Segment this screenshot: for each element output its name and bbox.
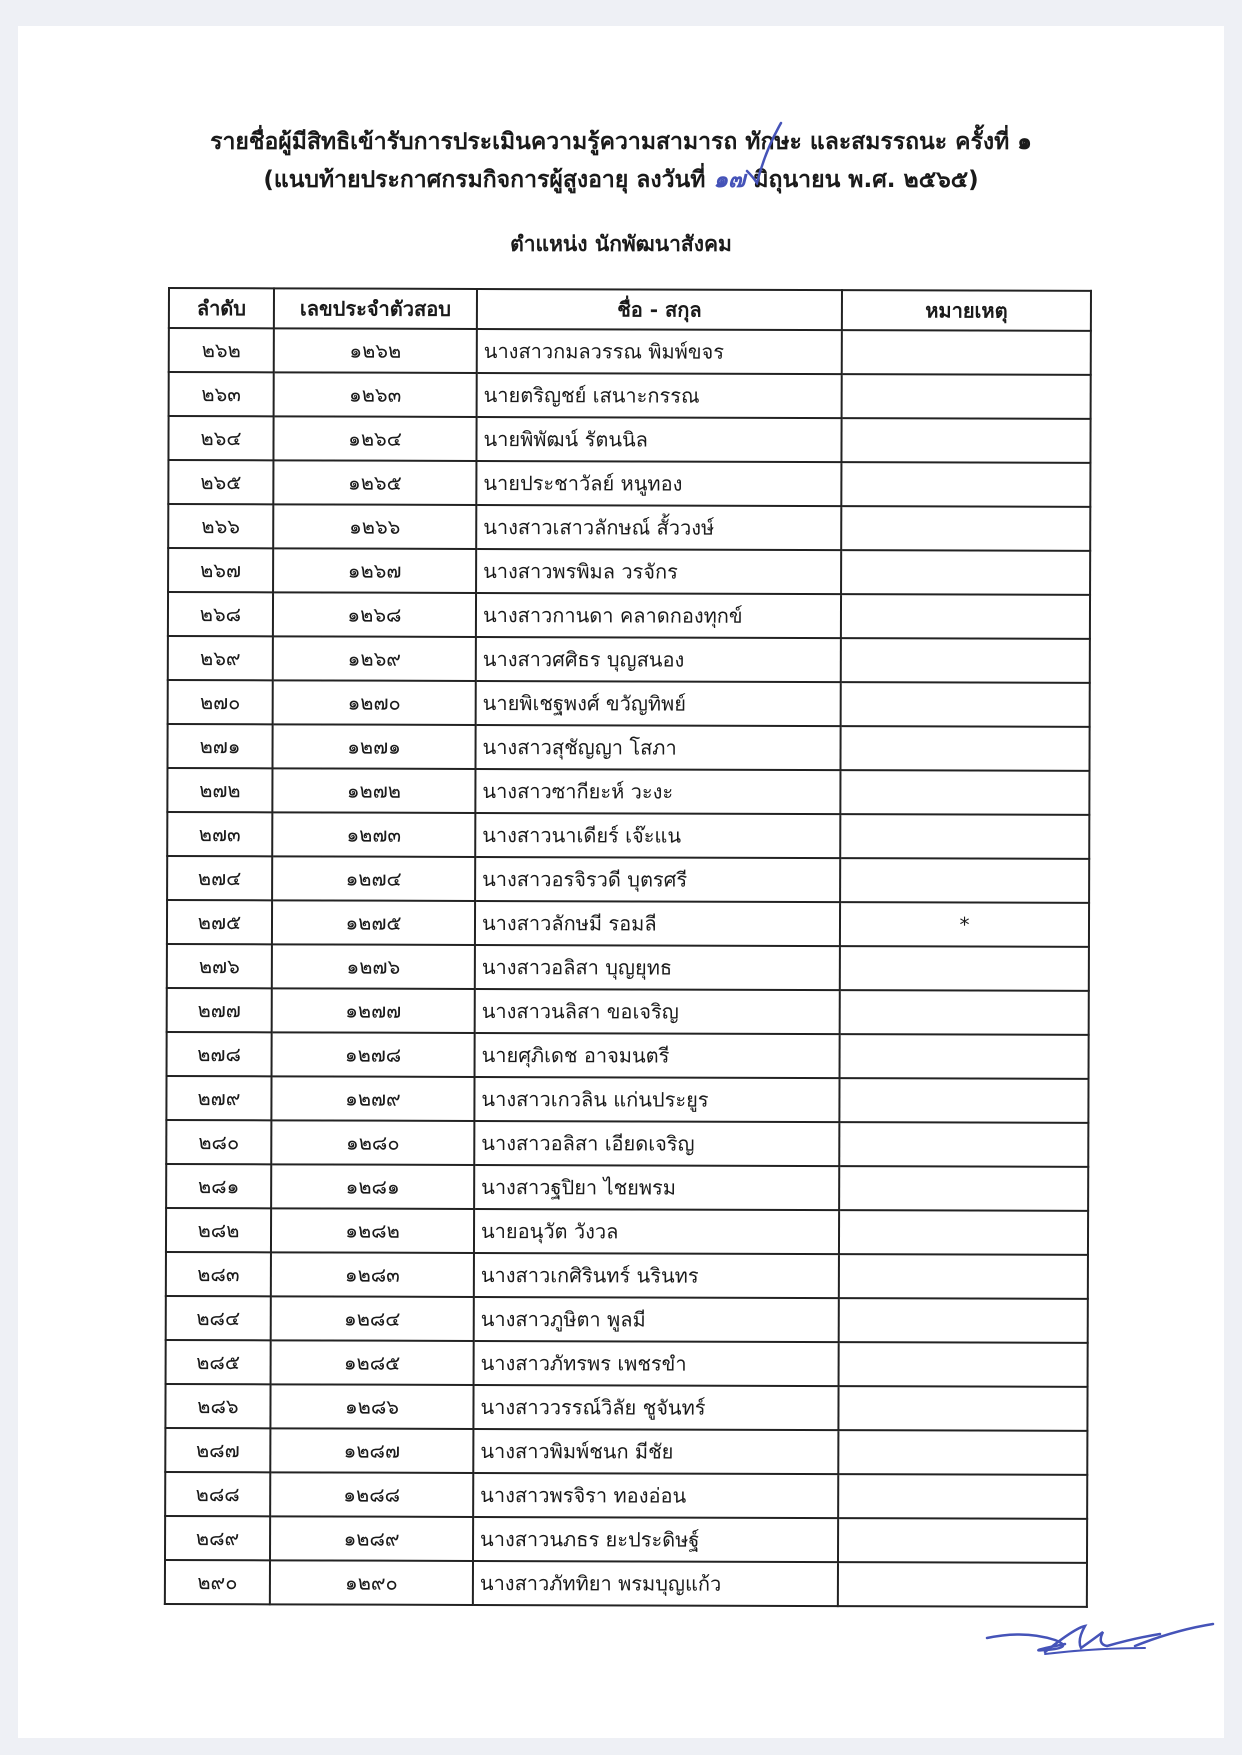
row-name: นางสาวกานดา คลาดกองทุกข์ [476,593,841,638]
table-row [167,724,1089,771]
row-remark [838,1562,1087,1607]
row-name: นางสาวเสาวลักษณ์ สั้ววงษ์ [476,505,841,550]
row-remark [839,1166,1088,1211]
row-seq: ๒๗๐ [168,680,273,724]
table-row [168,680,1090,727]
subtitle-suffix: มิถุนายน พ.ศ. ๒๕๖๕) [745,167,979,193]
row-remark [840,1034,1089,1079]
row-exam-id: ๑๒๖๘ [273,592,476,637]
row-remark [841,550,1090,595]
row-exam-id: ๑๒๗๗ [272,988,475,1033]
table-row [165,1384,1087,1431]
row-seq: ๒๖๕ [168,460,273,504]
table-row [168,592,1090,639]
row-remark [839,1122,1088,1167]
row-exam-id: ๑๒๗๒ [272,768,475,813]
row-exam-id: ๑๒๗๔ [272,856,475,901]
table-row [168,416,1090,463]
row-name: นางสาวภูษิตา พูลมี [474,1297,839,1342]
table-row [166,1164,1088,1211]
row-name: นางสาววรรณ์วิลัย ชูจันทร์ [473,1385,838,1430]
row-name: นายพิพัฒน์ รัตนนิล [476,417,841,462]
row-exam-id: ๑๒๗๓ [272,812,475,857]
row-seq: ๒๗๕ [167,900,272,944]
row-exam-id: ๑๒๖๖ [273,504,476,549]
row-exam-id: ๑๒๘๔ [271,1296,474,1341]
row-name: นายอนุวัต วังวล [474,1209,839,1254]
row-name: นายพิเชฐพงศ์ ขวัญทิพย์ [476,681,841,726]
row-seq: ๒๖๖ [168,504,273,548]
table-row [169,328,1091,375]
row-remark [841,418,1090,463]
row-exam-id: ๑๒๘๒ [271,1208,474,1253]
row-name: นางสาวพรพิมล วรจักร [476,549,841,594]
table-row [166,1296,1088,1343]
table-row [167,812,1089,859]
row-remark [839,1078,1088,1123]
row-remark [839,1298,1088,1343]
row-exam-id: ๑๒๗๙ [271,1076,474,1121]
row-seq: ๒๙๐ [165,1560,270,1604]
row-exam-id: ๑๒๗๑ [272,724,475,769]
row-name: นางสาวเกวลิน แก่นประยูร [474,1077,839,1122]
table-row [168,504,1090,551]
row-remark [840,858,1089,903]
row-name: นายศุภิเดช อาจมนตรี [475,1033,840,1078]
table-row [165,1428,1087,1475]
table-row [168,548,1090,595]
row-seq: ๒๗๑ [167,724,272,768]
row-name: นางสาวพรจิรา ทองอ่อน [473,1473,838,1518]
document-subtitle [0,162,1242,198]
table-row [168,460,1090,507]
row-exam-id: ๑๒๘๓ [271,1252,474,1297]
row-remark [839,1210,1088,1255]
row-exam-id: ๑๒๙๐ [270,1560,473,1605]
row-name: นางสาวอรจิรวดี บุตรศรี [475,857,840,902]
signature-icon [985,1618,1215,1662]
row-exam-id: ๑๒๘๕ [271,1340,474,1385]
row-seq: ๒๘๓ [166,1252,271,1296]
row-name: นางสาวลักษมี รอมลี [475,901,840,946]
row-name: นายประชาวัลย์ หนูทอง [476,461,841,506]
row-name: นางสาวนาเดียร์ เจ๊ะแน [475,813,840,858]
row-remark [840,814,1089,859]
row-seq: ๒๘๖ [165,1384,270,1428]
row-remark [838,1386,1087,1431]
row-name: นางสาวกมลวรรณ พิมพ์ขจร [477,329,842,374]
row-exam-id: ๑๒๖๗ [273,548,476,593]
header-name: ชื่อ - สกุล [477,289,842,330]
row-name: นางสาวภัทรพร เพชรขำ [474,1341,839,1386]
row-exam-id: ๑๒๗๖ [272,944,475,989]
row-exam-id: ๑๒๘๐ [271,1120,474,1165]
row-remark [839,1254,1088,1299]
row-seq: ๒๗๙ [166,1076,271,1120]
row-seq: ๒๘๐ [166,1120,271,1164]
row-seq: ๒๖๒ [169,328,274,372]
header-seq: ลำดับ [169,288,274,328]
table-row [169,372,1091,419]
row-name: นางสาวพิมพ์ชนก มีชัย [473,1429,838,1474]
row-name: นางสาวเกศิรินทร์ นรินทร [474,1253,839,1298]
row-remark [840,726,1089,771]
row-exam-id: ๑๒๖๕ [273,460,476,505]
row-remark [841,462,1090,507]
table-row [167,944,1089,991]
row-seq: ๒๘๑ [166,1164,271,1208]
row-exam-id: ๑๒๖๒ [274,328,477,373]
row-name: นางสาวนลิสา ขอเจริญ [475,989,840,1034]
row-seq: ๒๗๗ [167,988,272,1032]
row-remark [841,506,1090,551]
row-exam-id: ๑๒๘๑ [271,1164,474,1209]
checkmark-icon [743,121,783,185]
row-seq: ๒๖๗ [168,548,273,592]
row-seq: ๒๗๒ [167,768,272,812]
table-row [165,1472,1087,1519]
row-exam-id: ๑๒๖๓ [274,372,477,417]
row-name: นายตริญชย์ เสนาะกรรณ [477,373,842,418]
row-remark [841,682,1090,727]
row-remark [840,990,1089,1035]
row-seq: ๒๗๔ [167,856,272,900]
row-name: นางสาวฐปิยา ไชยพรม [474,1165,839,1210]
row-remark [841,594,1090,639]
row-seq: ๒๘๘ [165,1472,270,1516]
row-remark [838,1474,1087,1519]
row-seq: ๒๖๘ [168,592,273,636]
row-name: นางสาวนภธร ยะประดิษฐ์ [473,1517,838,1562]
header-remark: หมายเหตุ [842,290,1091,331]
row-seq: ๒๘๗ [165,1428,270,1472]
row-seq: ๒๖๔ [168,416,273,460]
table-row [166,1340,1088,1387]
row-remark [839,1342,1088,1387]
row-seq: ๒๗๓ [167,812,272,856]
row-name: นางสาวศศิธร บุญสนอง [476,637,841,682]
handwritten-date: ๑๗ [713,167,746,193]
row-exam-id: ๑๒๘๖ [270,1384,473,1429]
table-row [168,636,1090,683]
table-row [166,1208,1088,1255]
table-row [167,900,1089,947]
document-title: รายชื่อผู้มีสิทธิเข้ารับการประเมินความรู้ความสามารถ ทักษะ และสมรรถนะ ครั้งที่ ๑ [210,129,1032,155]
row-remark [842,330,1091,375]
table-row [165,1560,1087,1607]
row-exam-id: ๑๒๗๕ [272,900,475,945]
row-exam-id: ๑๒๗๐ [273,680,476,725]
table-row [167,988,1089,1035]
row-name: นางสาวอลิสา เอียดเจริญ [474,1121,839,1166]
row-exam-id: ๑๒๘๗ [270,1428,473,1473]
row-seq: ๒๘๕ [166,1340,271,1384]
position-title: ตำแหน่ง นักพัฒนาสังคม [510,232,732,256]
row-name: นางสาวสุชัญญา โสภา [475,725,840,770]
row-seq: ๒๗๘ [167,1032,272,1076]
row-name: นางสาวภัททิยา พรมบุญแก้ว [473,1561,838,1606]
row-remark [840,770,1089,815]
row-seq: ๒๘๒ [166,1208,271,1252]
table-header-row [169,288,1091,331]
row-seq: ๒๖๓ [169,372,274,416]
row-exam-id: ๑๒๗๘ [272,1032,475,1077]
row-seq: ๒๘๔ [166,1296,271,1340]
row-remark: * [840,902,1089,947]
row-name: นางสาวซากียะห์ วะงะ [475,769,840,814]
row-seq: ๒๗๖ [167,944,272,988]
row-remark [842,374,1091,419]
row-exam-id: ๑๒๖๙ [273,636,476,681]
row-exam-id: ๑๒๘๙ [270,1516,473,1561]
row-seq: ๒๘๙ [165,1516,270,1560]
table-row [167,1032,1089,1079]
candidate-table [164,287,1092,1608]
subtitle-prefix: (แนบท้ายประกาศกรมกิจการผู้สูงอายุ ลงวันที่ [263,167,714,193]
row-remark [840,946,1089,991]
row-remark [838,1430,1087,1475]
table-row [167,768,1089,815]
row-seq: ๒๖๙ [168,636,273,680]
row-exam-id: ๑๒๘๘ [270,1472,473,1517]
row-exam-id: ๑๒๖๔ [273,416,476,461]
header-exam-id: เลขประจำตัวสอบ [274,288,477,329]
table-row [166,1120,1088,1167]
row-remark [838,1518,1087,1563]
table-row [166,1252,1088,1299]
row-remark [841,638,1090,683]
table-row [167,856,1089,903]
table-row [166,1076,1088,1123]
row-name: นางสาวอลิสา บุญยุทธ [475,945,840,990]
table-row [165,1516,1087,1563]
